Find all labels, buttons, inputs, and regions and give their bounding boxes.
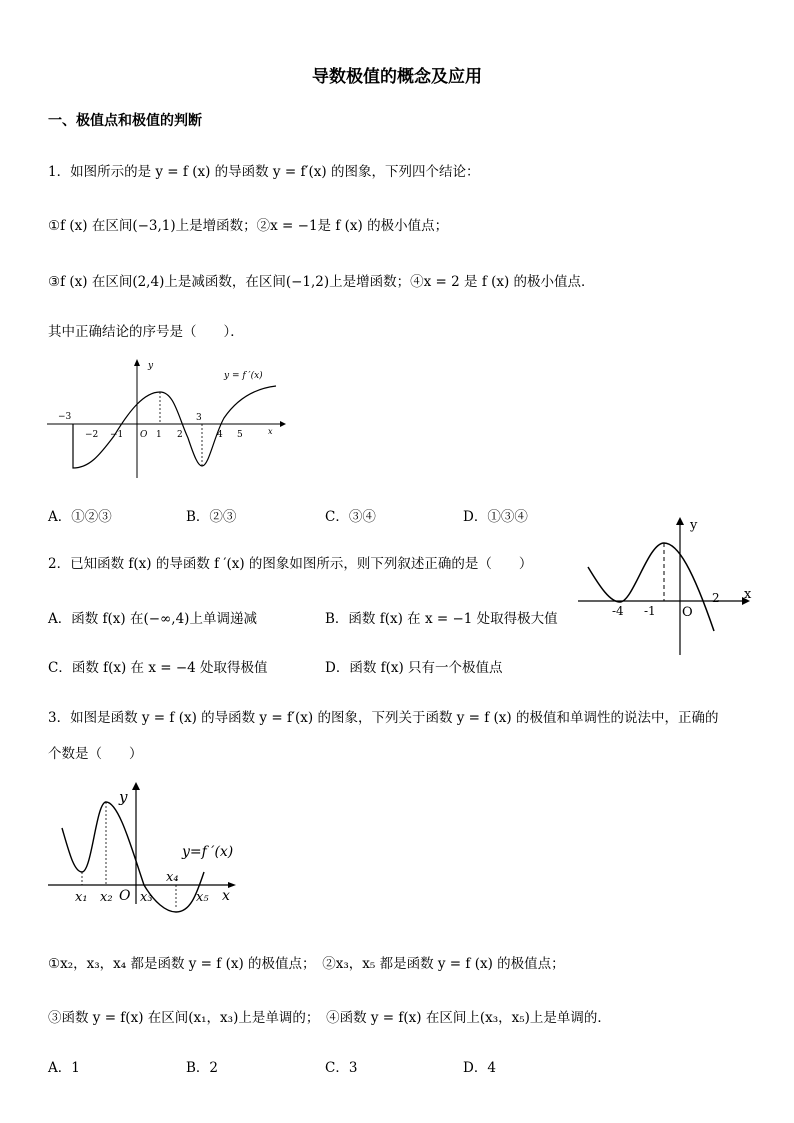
q3-origin-label: O [119, 888, 131, 904]
q3-stem-line2: 个数是（ ） [48, 746, 143, 762]
q1-question: 其中正确结论的序号是（ ）． [48, 324, 244, 340]
q2-tick-m1: -1 [644, 604, 656, 618]
q2-origin-label: O [682, 605, 693, 620]
q1-option-a[interactable]: A．①②③ [48, 509, 112, 525]
q2-y-label: y [690, 518, 698, 533]
q1-x-label: x [268, 427, 273, 436]
q2-option-d[interactable]: D．函数 f(x) 只有一个极值点 [325, 660, 503, 676]
q1-tick-m3: −3 [58, 412, 72, 422]
q1-option-b[interactable]: B．②③ [186, 509, 237, 525]
q3-y-label: y [119, 788, 128, 806]
page-title: 导数极值的概念及应用 [312, 67, 482, 87]
q2-y-arrow [676, 517, 684, 525]
q1-tick-3: 3 [196, 413, 202, 423]
q2-option-a[interactable]: A．函数 f(x) 在(−∞,4)上单调递减 [48, 611, 257, 627]
q1-derivative-graph [44, 356, 294, 481]
q3-curve-label: y=f ′(x) [182, 844, 234, 860]
q3-tick-x5: x₅ [196, 890, 209, 905]
q3-tick-x2: x₂ [100, 890, 113, 905]
q2-stem: 2．已知函数 f(x) 的导函数 f ′(x) 的图象如图所示，则下列叙述正确的是（ ） [48, 556, 533, 572]
q3-tick-x4: x₄ [166, 870, 179, 885]
q1-y-arrow [134, 359, 140, 366]
q2-tick-2: 2 [712, 591, 720, 605]
q3-derivative-graph [44, 780, 244, 910]
q1-option-c[interactable]: C．③④ [325, 509, 376, 525]
q3-x-label: x [222, 888, 230, 904]
q1-option-d[interactable]: D．①③④ [463, 509, 528, 525]
q2-derivative-graph [578, 515, 754, 657]
q1-conclusions-3-4: ③f (x) 在区间(2,4)上是减函数，在区间(−1,2)上是增函数；④x = 2 是 f (x) 的极小值点． [48, 274, 595, 290]
q1-tick-5: 5 [237, 430, 243, 440]
q1-conclusions-1-2: ①f (x) 在区间(−3,1)上是增函数；②x = −1是 f (x) 的极小值点； [48, 218, 449, 234]
q1-y-label: y [148, 361, 154, 371]
q1-tick-1: 1 [156, 430, 162, 440]
q1-curve-label: y = f ′(x) [224, 371, 263, 381]
q3-y-arrow [132, 782, 140, 790]
q3-statements-3-4: ③函数 y = f(x) 在区间(x₁，x₃)上是单调的； ④函数 y = f(x) 在区间上(x₃，x₅)上是单调的． [48, 1010, 611, 1026]
q1-tick-m1: −1 [110, 430, 124, 440]
q2-option-c[interactable]: C．函数 f(x) 在 x = −4 处取得极值 [48, 660, 268, 676]
q1-stem: 1．如图所示的是 y = f (x) 的导函数 y = f′(x) 的图象，下列四个结论： [48, 164, 480, 180]
q3-option-a[interactable]: A．1 [48, 1060, 80, 1076]
q1-tick-2: 2 [177, 430, 183, 440]
q1-tick-m2: −2 [85, 430, 99, 440]
q3-option-c[interactable]: C．3 [325, 1060, 358, 1076]
q3-tick-x3: x₃ [140, 890, 153, 905]
q3-option-d[interactable]: D．4 [463, 1060, 496, 1076]
q3-stem-line1: 3．如图是函数 y = f (x) 的导函数 y = f′(x) 的图象，下列关于函数 y = f (x) 的极值和单调性的说法中，正确的 [48, 710, 719, 726]
q3-option-b[interactable]: B．2 [186, 1060, 219, 1076]
q3-tick-x1: x₁ [75, 890, 88, 905]
q2-option-b[interactable]: B．函数 f(x) 在 x = −1 处取得极大值 [325, 611, 558, 627]
q1-x-arrow [280, 421, 286, 427]
q1-tick-4: 4 [217, 430, 223, 440]
q1-origin-label: O [140, 430, 148, 440]
q3-statements-1-2: ①x₂，x₃，x₄ 都是函数 y = f (x) 的极值点； ②x₃，x₅ 都是函数 y = f (x) 的极值点； [48, 956, 565, 972]
section-heading: 一、极值点和极值的判断 [48, 113, 202, 129]
q2-x-label: x [744, 587, 752, 602]
q1-curve [73, 386, 276, 468]
q2-tick-m4: -4 [612, 604, 624, 618]
